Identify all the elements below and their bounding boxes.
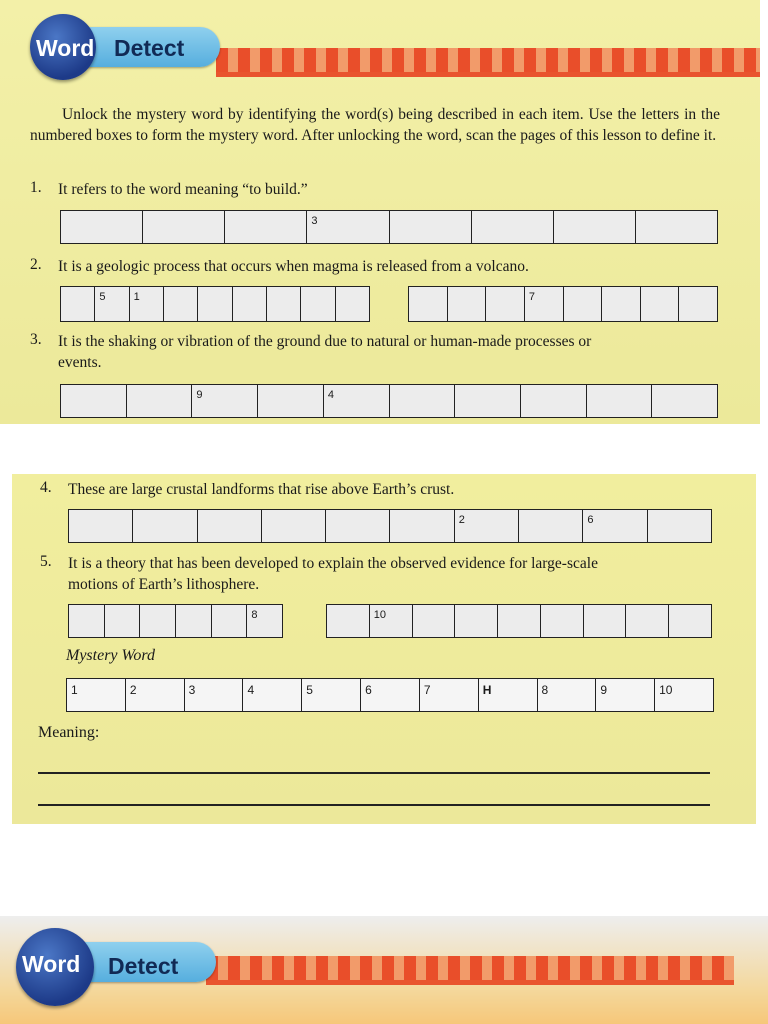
mystery-letter-box[interactable]: 4 [243,679,302,711]
banner-stripe-line [216,72,760,77]
letter-box[interactable] [198,287,232,321]
letter-box[interactable] [521,385,587,417]
letter-box[interactable] [61,211,143,243]
worksheet-panel-top [0,0,760,424]
item-2-word-a-boxes [60,286,370,322]
mystery-letter-box[interactable]: H [479,679,538,711]
letter-box[interactable] [140,605,176,637]
item-2-number: 2. [30,256,42,273]
item-1-text: It refers to the word meaning “to build.” [58,181,308,198]
letter-box[interactable] [413,605,456,637]
item-3-text-line2: events. [58,354,102,371]
letter-box[interactable] [69,510,133,542]
letter-box[interactable] [448,287,487,321]
item-3-number: 3. [30,331,42,348]
letter-box[interactable] [636,211,717,243]
item-1-number: 1. [30,179,42,196]
letter-box[interactable] [626,605,669,637]
letter-box[interactable] [455,385,521,417]
letter-box[interactable]: 4 [324,385,390,417]
worksheet-panel-partial [0,916,768,1024]
item-1-answer-boxes [60,210,718,244]
meaning-line-2[interactable] [38,804,710,806]
letter-box[interactable]: 10 [370,605,413,637]
letter-box[interactable] [498,605,541,637]
mystery-word-boxes [66,678,714,712]
letter-box[interactable] [198,510,262,542]
item-5-text-line1: It is a theory that has been developed to explain the observed evidence for large-scale [68,555,598,572]
mystery-word-label: Mystery Word [66,647,156,664]
letter-box[interactable] [327,605,370,637]
item-5-word-b-boxes [326,604,712,638]
letter-box[interactable] [541,605,584,637]
letter-box[interactable] [164,287,198,321]
letter-box[interactable] [390,211,472,243]
worksheet-panel-bottom [12,474,756,824]
letter-box[interactable] [133,510,197,542]
letter-box[interactable] [409,287,448,321]
letter-box[interactable] [212,605,248,637]
mystery-letter-box[interactable]: 5 [302,679,361,711]
letter-box[interactable] [267,287,301,321]
letter-box[interactable] [679,287,717,321]
word-detect-banner [30,14,760,84]
letter-box[interactable]: 8 [251,609,258,621]
mystery-letter-box[interactable]: 1 [67,679,126,711]
mystery-letter-box[interactable]: 2 [126,679,185,711]
item-5-word-a-boxes [68,604,283,638]
banner-stripe-line [206,980,734,985]
letter-box[interactable]: 2 [455,510,519,542]
letter-box[interactable] [127,385,193,417]
letter-box[interactable] [472,211,554,243]
letter-box[interactable] [390,385,456,417]
letter-box[interactable] [105,605,141,637]
word-detect-banner-repeat [16,924,756,994]
letter-box[interactable]: 5 [95,287,129,321]
banner-word: Word [36,35,95,61]
letter-box[interactable] [554,211,636,243]
letter-box[interactable]: 7 [525,287,564,321]
letter-box[interactable] [584,605,627,637]
mystery-letter-box[interactable]: 9 [596,679,655,711]
letter-box[interactable] [669,605,711,637]
letter-box[interactable]: 3 [307,211,389,243]
letter-box[interactable]: 9 [192,385,258,417]
letter-box[interactable] [61,287,95,321]
letter-box[interactable] [326,510,390,542]
banner-detect: Detect [108,953,179,979]
banner-stripe [206,956,734,982]
banner-stripe [216,48,760,74]
letter-box[interactable] [648,510,711,542]
item-5-text-line2: motions of Earth’s lithosphere. [68,576,260,593]
letter-box[interactable]: 6 [583,510,647,542]
letter-box[interactable] [225,211,307,243]
mystery-letter-box[interactable]: 6 [361,679,420,711]
banner-detect: Detect [114,35,185,61]
item-3-answer-boxes [60,384,718,418]
letter-box[interactable] [486,287,525,321]
meaning-label: Meaning: [38,724,100,741]
mystery-letter-box[interactable]: 3 [185,679,244,711]
item-2-text: It is a geologic process that occurs when magma is released from a volcano. [58,258,529,275]
item-4-answer-boxes [68,509,712,543]
letter-box[interactable] [390,510,454,542]
mystery-letter-box[interactable]: 7 [420,679,479,711]
letter-box[interactable] [602,287,641,321]
letter-box[interactable] [233,287,267,321]
letter-box[interactable] [336,287,369,321]
item-2-word-b-boxes [408,286,718,322]
letter-box[interactable] [652,385,717,417]
item-4-number: 4. [40,479,52,496]
meaning-line-1[interactable] [38,772,710,774]
letter-box[interactable] [143,211,225,243]
letter-box[interactable] [69,605,105,637]
letter-box[interactable] [262,510,326,542]
banner-word: Word [22,951,81,977]
letter-box[interactable] [301,287,335,321]
item-3-text-line1: It is the shaking or vibration of the ground due to natural or human-made processes or [58,333,592,350]
letter-box[interactable] [258,385,324,417]
letter-box[interactable] [176,605,212,637]
letter-box[interactable] [61,385,127,417]
letter-box[interactable] [587,385,653,417]
letter-box[interactable] [641,287,680,321]
letter-box[interactable] [564,287,603,321]
item-5-number: 5. [40,553,52,570]
letter-box[interactable] [519,510,583,542]
letter-box[interactable] [455,605,498,637]
mystery-letter-box[interactable]: 8 [538,679,597,711]
instructions-text: Unlock the mystery word by identifying the word(s) being described in each item. Use the letters in the numbered boxes to form the mystery word. After unlocking the word, scan the pages of this lesson to define it. [30,106,720,144]
letter-box[interactable]: 1 [130,287,164,321]
item-4-text: These are large crustal landforms that rise above Earth’s crust. [68,481,455,498]
mystery-letter-box[interactable]: 10 [655,679,713,711]
